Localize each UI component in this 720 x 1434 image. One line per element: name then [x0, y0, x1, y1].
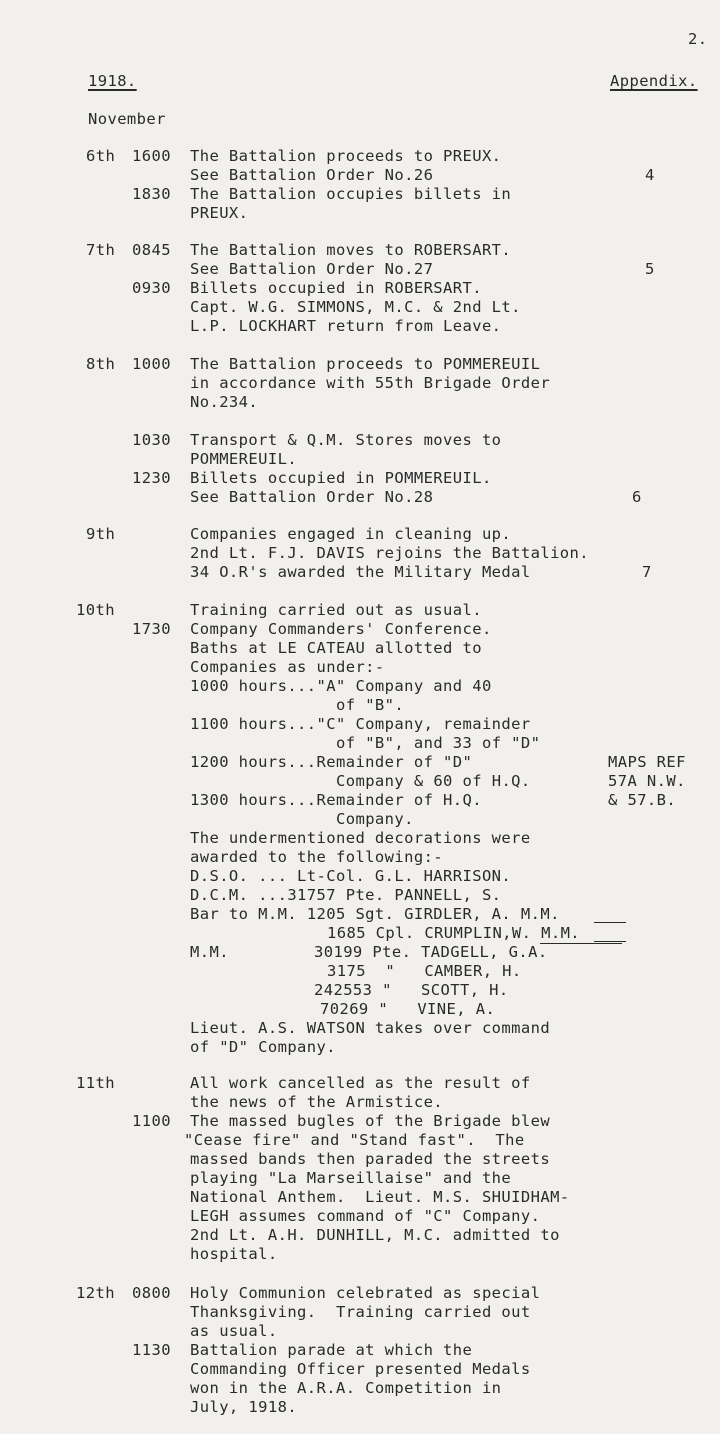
appendix-heading: Appendix.	[610, 72, 698, 90]
diary-line: 12th	[76, 1284, 115, 1302]
diary-line: & 57.B.	[608, 791, 677, 809]
diary-line: 57A N.W.	[608, 772, 686, 790]
diary-line: "Cease fire" and "Stand fast". The	[184, 1131, 525, 1149]
diary-line: 1830	[132, 185, 171, 203]
diary-line: playing "La Marseillaise" and the	[190, 1169, 512, 1187]
diary-line: won in the A.R.A. Competition in	[190, 1379, 502, 1397]
diary-line: 0800	[132, 1284, 171, 1302]
diary-line: 1685 Cpl. CRUMPLIN,W. M.M.	[327, 924, 581, 942]
diary-line: National Anthem. Lieut. M.S. SHUIDHAM-	[190, 1188, 570, 1206]
diary-line: The Battalion occupies billets in	[190, 185, 512, 203]
award-underline	[594, 941, 626, 942]
diary-line: POMMEREUIL.	[190, 450, 298, 468]
diary-line: Companies as under:-	[190, 658, 385, 676]
diary-line: Billets occupied in POMMEREUIL.	[190, 469, 492, 487]
diary-line: See Battalion Order No.27	[190, 260, 434, 278]
diary-line: 242553 " SCOTT, H.	[314, 981, 509, 999]
diary-line: Transport & Q.M. Stores moves to	[190, 431, 502, 449]
diary-line: 1100 hours..."C" Company, remainder	[190, 715, 531, 733]
diary-line: PREUX.	[190, 204, 249, 222]
diary-line: 1130	[132, 1341, 171, 1359]
diary-line: The massed bugles of the Brigade blew	[190, 1112, 551, 1130]
diary-line: 30199 Pte. TADGELL, G.A.	[314, 943, 548, 961]
diary-line: 34 O.R's awarded the Military Medal	[190, 563, 531, 581]
diary-line: Lieut. A.S. WATSON takes over command	[190, 1019, 551, 1037]
diary-line: Bar to M.M. 1205 Sgt. GIRDLER, A. M.M.	[190, 905, 560, 923]
diary-line: MAPS REF	[608, 753, 686, 771]
diary-line: July, 1918.	[190, 1398, 298, 1416]
diary-line: LEGH assumes command of "C" Company.	[190, 1207, 541, 1225]
award-underline	[594, 922, 626, 923]
diary-line: 8th	[86, 355, 116, 373]
diary-line: 5	[645, 260, 655, 278]
diary-line: Holy Communion celebrated as special	[190, 1284, 541, 1302]
diary-line: Baths at LE CATEAU allotted to	[190, 639, 482, 657]
diary-line: M.M.	[190, 943, 229, 961]
diary-line: 2nd Lt. A.H. DUNHILL, M.C. admitted to	[190, 1226, 560, 1244]
diary-line: 1100	[132, 1112, 171, 1130]
page-number: 2.	[688, 30, 708, 48]
diary-line: No.234.	[190, 393, 259, 411]
diary-line: D.S.O. ... Lt-Col. G.L. HARRISON.	[190, 867, 512, 885]
diary-line: D.C.M. ...31757 Pte. PANNELL, S.	[190, 886, 502, 904]
diary-line: 7	[642, 563, 652, 581]
diary-line: as usual.	[190, 1322, 278, 1340]
diary-line: massed bands then paraded the streets	[190, 1150, 551, 1168]
diary-line: of "B", and 33 of "D"	[336, 734, 541, 752]
diary-line: The Battalion proceeds to PREUX.	[190, 147, 502, 165]
diary-line: 0930	[132, 279, 171, 297]
diary-line: 3175 " CAMBER, H.	[327, 962, 522, 980]
diary-line: Companies engaged in cleaning up.	[190, 525, 512, 543]
diary-line: Thanksgiving. Training carried out	[190, 1303, 531, 1321]
diary-line: awarded to the following:-	[190, 848, 444, 866]
diary-line: Battalion parade at which the	[190, 1341, 473, 1359]
diary-line: L.P. LOCKHART return from Leave.	[190, 317, 502, 335]
diary-line: 10th	[76, 601, 115, 619]
diary-line: The undermentioned decorations were	[190, 829, 531, 847]
diary-line: Training carried out as usual.	[190, 601, 482, 619]
diary-line: 1730	[132, 620, 171, 638]
award-underline	[540, 943, 622, 944]
diary-line: in accordance with 55th Brigade Order	[190, 374, 551, 392]
diary-line: All work cancelled as the result of	[190, 1074, 531, 1092]
diary-line: 1200 hours...Remainder of "D"	[190, 753, 473, 771]
diary-line: See Battalion Order No.28	[190, 488, 434, 506]
diary-line: 7th	[86, 241, 116, 259]
diary-line: Billets occupied in ROBERSART.	[190, 279, 482, 297]
diary-line: See Battalion Order No.26	[190, 166, 434, 184]
diary-line: 6th	[86, 147, 116, 165]
diary-line: Company Commanders' Conference.	[190, 620, 492, 638]
diary-line: 1000 hours..."A" Company and 40	[190, 677, 492, 695]
diary-line: Company & 60 of H.Q.	[336, 772, 531, 790]
diary-line: 1300 hours...Remainder of H.Q.	[190, 791, 482, 809]
diary-line: 9th	[86, 525, 116, 543]
diary-line: The Battalion proceeds to POMMEREUIL	[190, 355, 541, 373]
diary-line: 2nd Lt. F.J. DAVIS rejoins the Battalion.	[190, 544, 590, 562]
diary-line: 70269 " VINE, A.	[320, 1000, 496, 1018]
diary-line: The Battalion moves to ROBERSART.	[190, 241, 512, 259]
diary-line: 1230	[132, 469, 171, 487]
diary-line: Company.	[336, 810, 414, 828]
diary-line: 0845	[132, 241, 171, 259]
diary-line: Capt. W.G. SIMMONS, M.C. & 2nd Lt.	[190, 298, 521, 316]
diary-line: Commanding Officer presented Medals	[190, 1360, 531, 1378]
diary-line: 6	[632, 488, 642, 506]
diary-line: 1600	[132, 147, 171, 165]
diary-line: hospital.	[190, 1245, 278, 1263]
diary-line: 1030	[132, 431, 171, 449]
diary-line: the news of the Armistice.	[190, 1093, 444, 1111]
diary-line: 4	[645, 166, 655, 184]
year-heading: 1918.	[88, 72, 137, 90]
diary-line: 11th	[76, 1074, 115, 1092]
month-heading: November	[88, 110, 166, 128]
diary-line: of "B".	[336, 696, 405, 714]
diary-line: of "D" Company.	[190, 1038, 336, 1056]
diary-line: 1000	[132, 355, 171, 373]
